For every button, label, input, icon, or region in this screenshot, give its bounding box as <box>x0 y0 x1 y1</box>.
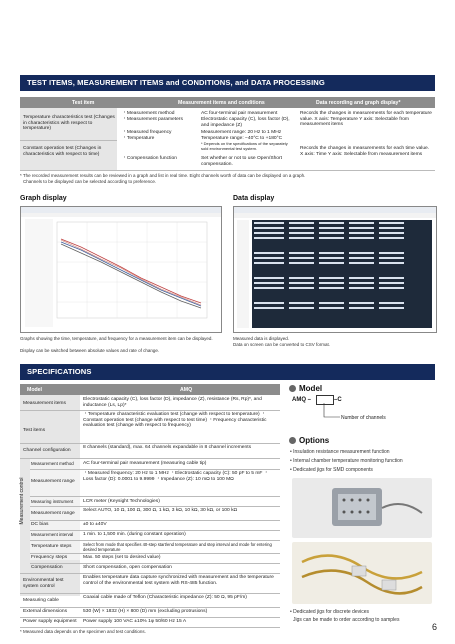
control-label: Frequency steps <box>31 555 68 560</box>
spec-label: Channel configuration <box>23 448 71 453</box>
spec-value: 8 channels (standard), max. 64 channels expandable in 8 channel increments <box>83 445 252 450</box>
section-title-test-items: TEST ITEMS, MEASUREMENT ITEMS and CONDITIONS, and DATA PROCESSING <box>20 75 435 91</box>
data-caption-1: Measured data is displayed. <box>233 336 290 341</box>
spec-value: Enables temperature data capture synchronized with measurement and the temperature control of the environmental test system with RS-485 function. <box>83 575 274 586</box>
data-window-image <box>234 207 436 332</box>
option-discrete: • Dedicated jigs for discrete devices <box>290 609 370 615</box>
control-label: Measuring instrument <box>31 499 74 504</box>
control-label: Temperature steps <box>31 544 72 549</box>
header-test-item: Test item <box>72 99 95 106</box>
spec-label: Test items <box>23 428 46 433</box>
item-label: ・Measured frequency <box>122 130 172 135</box>
item-value: AC four-terminal pair measurement <box>201 111 278 116</box>
callout-line <box>322 403 342 421</box>
control-value: LCR meter (Keysight Technologies) <box>83 499 160 504</box>
control-value: 1 min. to 1,500 min. (during constant operation) <box>83 532 186 537</box>
spec-label: External dimensions <box>23 609 68 614</box>
graph-caption-2: Display can be switched between absolute values and rate of change. <box>20 348 160 353</box>
item-label: ・Temperature <box>122 136 155 141</box>
spec-value: Power supply 100 VAC ±10% 1φ 50/60 Hz 15 A <box>83 619 187 624</box>
item-value: Temperature range: −40°C to +180°C <box>201 136 283 141</box>
item-label: ・Measurement method <box>122 111 175 116</box>
option-discrete-sub: Jigs can be made to order according to samples <box>293 617 400 623</box>
item-value: Measurement range: 20 Hz to 1 MHz <box>201 130 282 135</box>
spec-label: Power supply equipment <box>23 619 77 624</box>
temperature-footnote: * Depends on the specifications of the separately sold environmental test system. <box>201 141 288 151</box>
spec-value: Electrostatic capacity (C), loss factor (D), impedance (Z), resistance (Rs, Rp)*, and inductance (Ls, Lp)* <box>83 397 262 408</box>
discrete-jig-photo <box>292 542 432 604</box>
data-caption-2: Data on screen can be converted to CSV format. <box>233 342 331 347</box>
recording-temperature: Records the changes in measurements for each temperature value. X axis: Temperature Y axis: Selectable from measurement items <box>300 111 432 128</box>
test-table-header <box>20 97 435 108</box>
option-item: • Dedicated jigs for SMD components <box>290 467 373 473</box>
row-divider <box>20 170 435 171</box>
test-item-constant: Constant operation test (Changes in characteristics with respect to time) <box>23 146 102 157</box>
channels-label: Number of channels <box>341 415 386 421</box>
options-title: Options <box>299 436 330 445</box>
row-divider <box>30 530 280 531</box>
option-text: Insulation resistance measurement function <box>293 449 390 455</box>
graph-caption-1: Graphs showing the time, temperature, and frequency for a measurement item can be displayed. <box>20 336 213 341</box>
item-label: ・Measurement parameters <box>122 117 183 122</box>
control-value: Select from mode that specifies 40-step start/end temperature and step interval and mode for entering desired temperature <box>83 542 272 552</box>
spec-value: Coaxial cable made of Teflon (Characteristic impedance (Z): 50 Ω, 95 pF/m) <box>83 595 247 600</box>
option-item: • Insulation resistance measurement function <box>290 449 390 455</box>
row-divider <box>20 607 280 608</box>
jig-image <box>292 478 432 538</box>
control-value: Short compensation, open compensation <box>83 565 172 570</box>
control-value: ±0 to ±40V <box>83 522 107 527</box>
control-label: Measurement method <box>31 461 74 466</box>
row-divider <box>30 496 280 497</box>
data-display-title: Data display <box>233 195 275 202</box>
test-item-temperature: Temperature characteristics test (Changes in characteristics with respect to temperature) <box>23 115 115 132</box>
control-label: Measurement range <box>31 511 75 516</box>
page-number: 6 <box>431 622 437 632</box>
control-label: DC bias <box>31 522 49 527</box>
row-divider <box>30 469 280 470</box>
row-divider <box>20 593 280 594</box>
footnote-channels: Channels to be displayed can be selected according to preference. <box>23 179 157 184</box>
row-divider <box>30 506 280 507</box>
footnote-recording: * The recorded measurement results can be reviewed in a graph and list in real time. Eight channels worth of data can be displayed on a graph. <box>20 173 306 178</box>
spec-value: ・Temperature characteristic evaluation test (change with respect to temperature) ・Constant operation test (change with respect to test time) ・Frequency characteristic evaluation test (change with respect to frequency) <box>83 412 267 429</box>
spec-label: Measuring cable <box>23 598 59 603</box>
header-amq: AMQ <box>180 386 193 393</box>
spec-footnote: * Measured data depends on the specimen and test conditions. <box>20 629 146 634</box>
control-value: Max. 50 steps (set to desired value) <box>83 555 161 560</box>
model-code-suffix: –C <box>334 397 342 403</box>
options-bullet-icon <box>289 437 296 444</box>
option-item: • Internal chamber temperature monitoring function <box>290 458 403 464</box>
option-text: Dedicated jigs for discrete devices <box>293 609 370 615</box>
row-divider <box>20 410 280 411</box>
spec-label: Environmental test system control <box>23 578 64 589</box>
header-data-recording: Data recording and graph display* <box>316 99 401 106</box>
row-divider <box>20 458 280 459</box>
spec-label: Measurement items <box>23 401 66 406</box>
row-divider <box>30 540 280 541</box>
measurement-control-label: Measurement control <box>19 477 25 525</box>
option-text: Internal chamber temperature monitoring function <box>293 458 403 464</box>
graph-display-screenshot <box>20 206 222 333</box>
data-display-screenshot <box>233 206 437 333</box>
option-text: Dedicated jigs for SMD components <box>293 467 373 473</box>
model-code-prefix: AMQ – <box>292 397 312 403</box>
row-divider <box>20 617 280 618</box>
row-divider <box>30 563 280 564</box>
header-measurement-items: Measurement items and conditions <box>178 99 265 106</box>
item-value: Set whether or not to use Open/Short compensation. <box>201 156 283 167</box>
recording-constant: Records the changes in measurements for each time value. X axis: Time Y axis: Selectable from measurement items <box>300 146 430 157</box>
row-divider <box>20 573 280 574</box>
control-label: Measurement interval <box>31 532 74 537</box>
row-divider <box>20 140 117 141</box>
model-bullet-icon <box>289 385 296 392</box>
item-value: Electrostatic capacity (C), loss factor (D), and impedance (Z) <box>201 117 290 128</box>
row-divider <box>20 443 280 444</box>
graph-window-image <box>21 207 221 332</box>
control-value: ・Measured frequency: 20 Hz to 1 MHz ・Electrostatic capacity (C): 50 pF to 5 mF ・Loss factor (D): 0.0001 to 9.9999 ・Impedance (Z): 10 mΩ to 100 MΩ <box>83 471 269 482</box>
control-value: Select AUTO, 10 Ω, 100 Ω, 300 Ω, 1 kΩ, 3 kΩ, 10 kΩ, 30 kΩ, or 100 kΩ <box>83 508 238 513</box>
control-value: AC four-terminal pair measurement (measuring cable tip) <box>83 461 207 466</box>
spec-table-header <box>20 384 280 395</box>
section-title-specifications: SPECIFICATIONS <box>20 364 435 380</box>
graph-display-title: Graph display <box>20 195 67 202</box>
discrete-jig-image <box>292 542 432 604</box>
row-divider <box>30 553 280 554</box>
item-label: ・Compensation function <box>122 156 177 161</box>
header-model: Model <box>27 386 42 393</box>
row-divider <box>20 627 280 628</box>
control-label: Compensation <box>31 565 63 570</box>
row-divider <box>30 520 280 521</box>
control-label: Measurement range <box>31 479 75 484</box>
smd-jig-photo <box>292 478 432 538</box>
spec-value: 530 (W) × 1832 (H) × 800 (D) mm (excluding protrusions) <box>83 609 208 614</box>
model-title: Model <box>299 384 323 393</box>
